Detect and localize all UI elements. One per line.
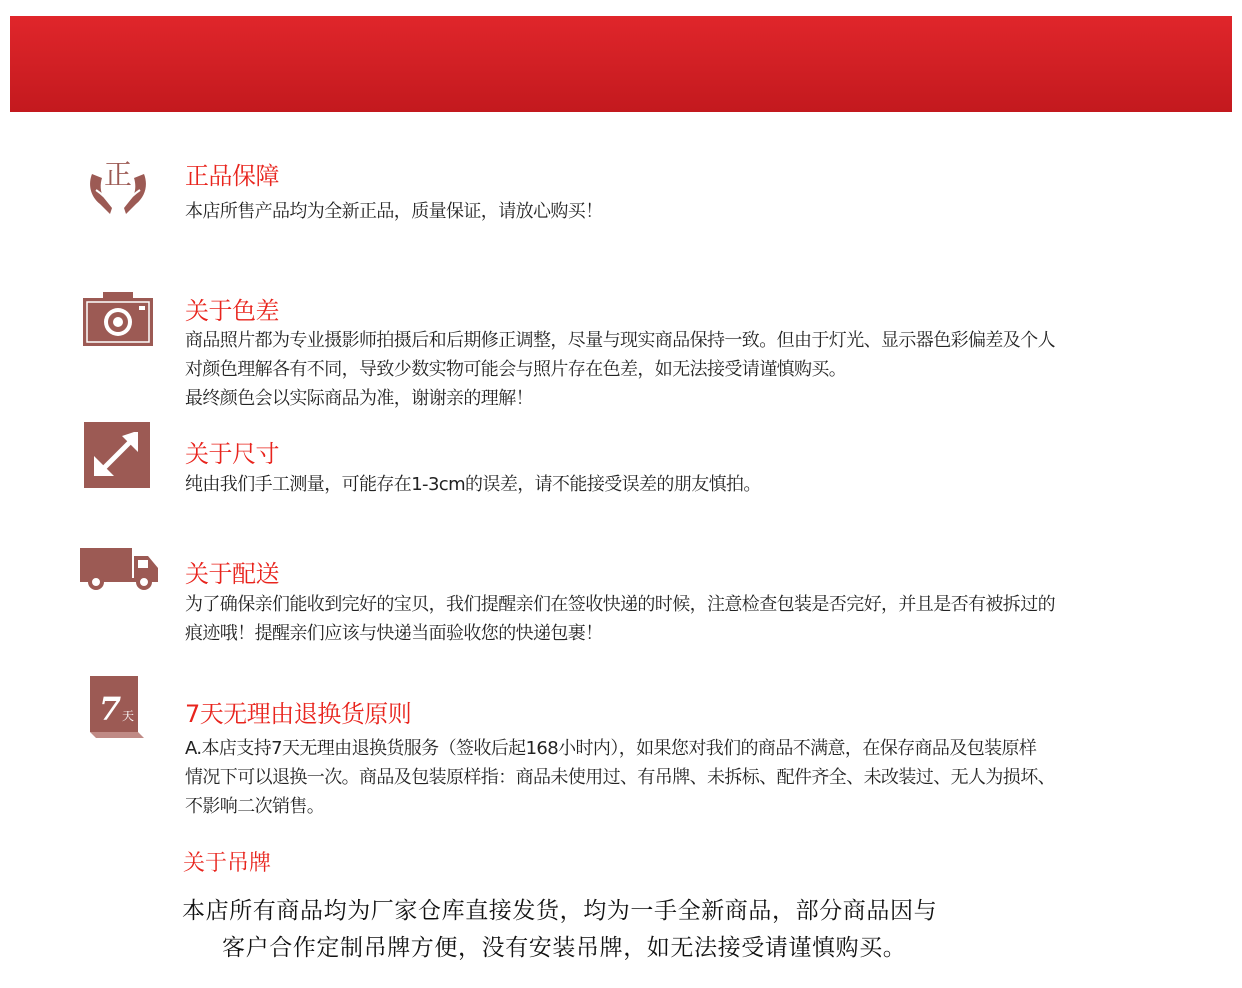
body-line: 纯由我们手工测量，可能存在1-3cm的误差，请不能接受误差的朋友慎拍。 bbox=[185, 474, 761, 495]
tag-section-title: 关于吊牌 bbox=[183, 851, 272, 876]
body-line: 痕迹哦！提醒亲们应该与快递当面验收您的快递包裹！ bbox=[185, 623, 603, 644]
top-banner bbox=[10, 16, 1232, 112]
body-line: 对颜色理解各有不同，导致少数实物可能会与照片存在色差，如无法接受请谨慎购买。 bbox=[185, 359, 847, 380]
body-line: 为了确保亲们能收到完好的宝贝，我们提醒亲们在签收快递的时候，注意检查包装是否完好，并且是否有被拆过的 bbox=[185, 594, 1055, 615]
body-line: 不影响二次销售。 bbox=[185, 796, 325, 817]
section-title-delivery: 关于配送 bbox=[185, 560, 279, 588]
body-line: A.本店支持7天无理由退换货服务（签收后起168小时内），如果您对我们的商品不满意，在保存商品及包装原样 bbox=[185, 738, 1037, 759]
section-body-genuine bbox=[185, 197, 1215, 226]
body-line: 本店所售产品均为全新正品，质量保证，请放心购买！ bbox=[185, 201, 603, 222]
hands-genuine-icon bbox=[82, 150, 154, 222]
body-line: 情况下可以退换一次。商品及包装原样指：商品未使用过、有吊牌、未拆标、配件齐全、未改装过、无人为损坏、 bbox=[185, 767, 1055, 788]
truck-icon bbox=[80, 546, 160, 590]
tag-line-2: 客户合作定制吊牌方便，没有安装吊牌，如无法接受请谨慎购买。 bbox=[222, 935, 907, 961]
svg-text:天: 天 bbox=[121, 709, 135, 723]
section-body-return bbox=[185, 734, 1215, 821]
section-title-color: 关于色差 bbox=[185, 297, 279, 325]
calendar-7-day-icon bbox=[88, 676, 144, 740]
camera-icon bbox=[83, 290, 153, 346]
body-line: 最终颜色会以实际商品为准，谢谢亲的理解！ bbox=[185, 388, 533, 409]
section-body-delivery bbox=[185, 590, 1215, 648]
section-title-size: 关于尺寸 bbox=[185, 440, 279, 468]
section-title-genuine: 正品保障 bbox=[185, 162, 279, 190]
tag-line-1: 本店所有商品均为厂家仓库直接发货，均为一手全新商品，部分商品因与 bbox=[182, 898, 938, 924]
section-body-color bbox=[185, 326, 1215, 413]
svg-text:正: 正 bbox=[103, 158, 133, 191]
section-body-size bbox=[185, 470, 1215, 499]
body-line: 商品照片都为专业摄影师拍摄后和后期修正调整，尽量与现实商品保持一致。但由于灯光、显示器色彩偏差及个人 bbox=[185, 330, 1055, 351]
svg-text:7: 7 bbox=[98, 690, 122, 728]
resize-arrow-icon bbox=[84, 422, 150, 488]
section-title-return: 7天无理由退换货原则 bbox=[185, 700, 412, 728]
